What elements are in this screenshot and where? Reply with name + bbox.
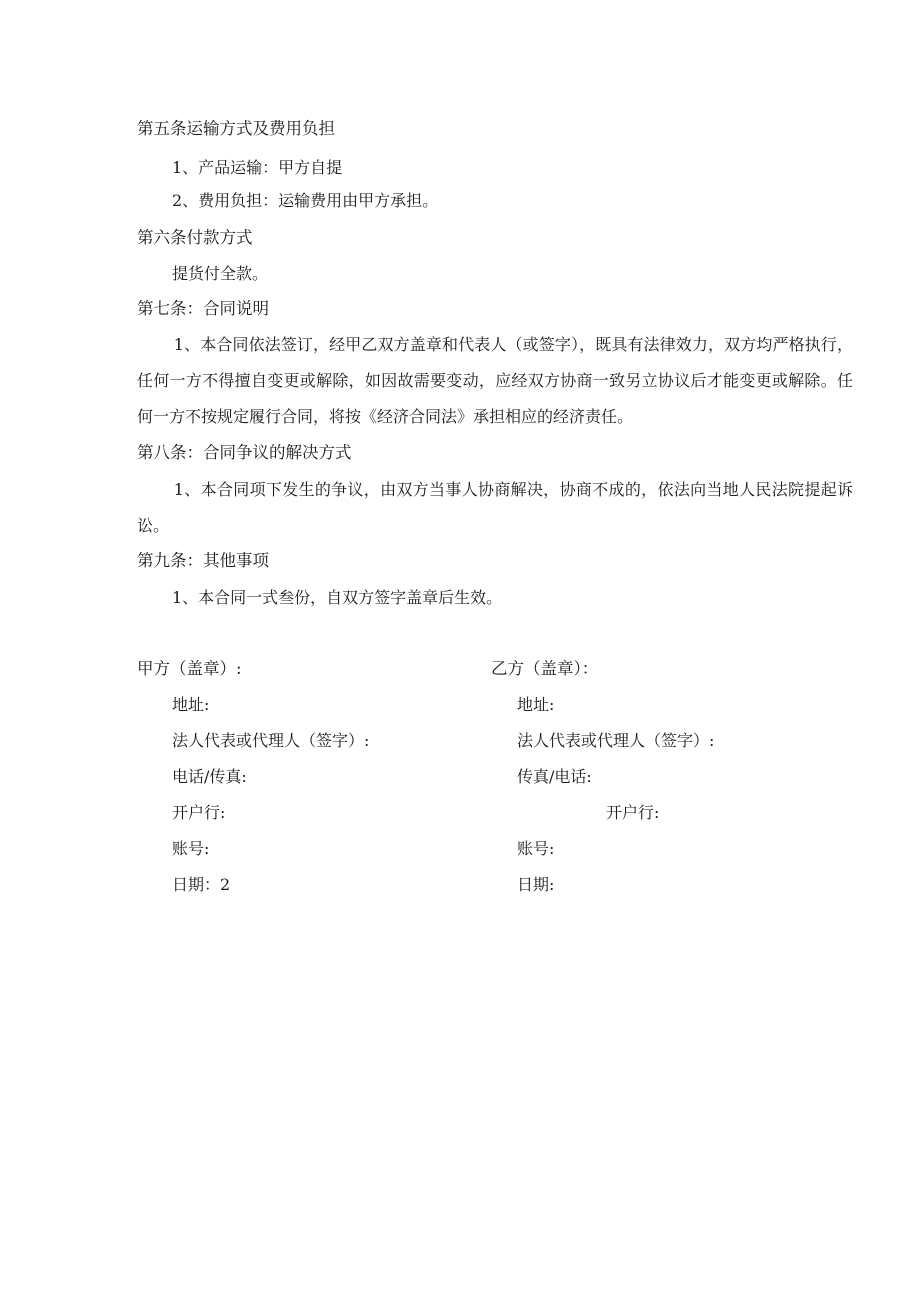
section-7-heading: 第七条：合同说明 xyxy=(137,299,269,318)
section-9-item-1: 1、本合同一式叁份，自双方签字盖章后生效。 xyxy=(172,588,503,607)
party-b-account: 账号: xyxy=(517,839,555,858)
party-a-account: 账号: xyxy=(172,839,210,858)
section-9-heading: 第九条：其他事项 xyxy=(137,551,269,570)
party-a-bank: 开户行: xyxy=(172,803,226,822)
party-b-representative: 法人代表或代理人（签字）: xyxy=(517,731,715,750)
section-5-item-2: 2、费用负担：运输费用由甲方承担。 xyxy=(172,191,439,210)
section-5-heading: 第五条运输方式及费用负担 xyxy=(137,119,335,138)
party-b-fax-phone: 传真/电话: xyxy=(517,767,592,786)
party-a-representative: 法人代表或代理人（签字）: xyxy=(172,731,370,750)
section-7-paragraph: 1、本合同依法签订，经甲乙双方盖章和代表人（或签字），既具有法律效力，双方均严格执行，任何一方不得擅自变更或解除，如因故需要变动，应经双方协商一致另立协议后才能变更或解除。任何一方不按规定履行合同，将按《经济合同法》承担相应的经济责任。 xyxy=(137,335,853,426)
section-6-heading: 第六条付款方式 xyxy=(137,228,253,247)
party-b-bank: 开户行: xyxy=(606,803,660,822)
party-a-title: 甲方（盖章）: xyxy=(137,659,242,678)
section-6-item-1: 提货付全款。 xyxy=(172,264,269,283)
party-b-address: 地址: xyxy=(517,695,555,714)
section-8-paragraph: 1、本合同项下发生的争议，由双方当事人协商解决，协商不成的，依法向当地人民法院提起诉讼。 xyxy=(137,480,853,535)
party-b-title: 乙方（盖章）： xyxy=(491,659,599,678)
party-a-address: 地址: xyxy=(172,695,210,714)
party-a-date: 日期：2 xyxy=(172,875,231,894)
party-b-date: 日期: xyxy=(517,875,555,894)
section-8-heading: 第八条：合同争议的解决方式 xyxy=(137,443,352,462)
section-5-item-1: 1、产品运输：甲方自提 xyxy=(172,158,343,177)
party-a-phone-fax: 电话/传真: xyxy=(172,767,247,786)
